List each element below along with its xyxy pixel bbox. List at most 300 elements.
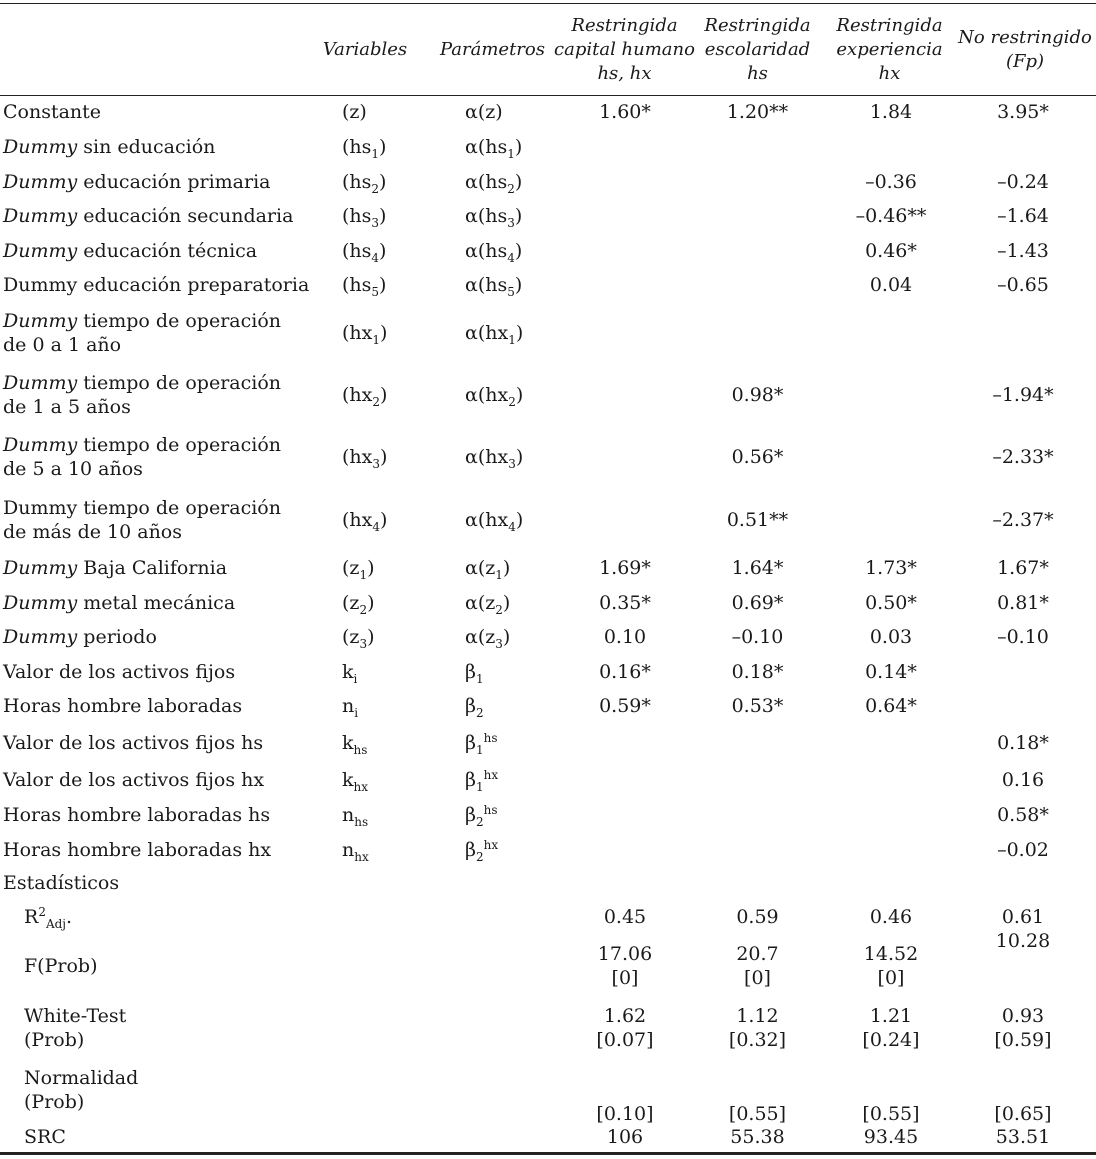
header-col1-text: Restringida capital humano hs, hx (554, 15, 695, 84)
row-parameter (465, 803, 498, 827)
par-subscript: 2 (507, 182, 515, 196)
value-text: 53.51 (995, 1126, 1051, 1148)
row-variable (342, 273, 386, 297)
row-value-col3 (846, 625, 936, 649)
stat-normality-label (24, 1066, 138, 1114)
value-text: 1.73* (865, 557, 917, 579)
par-superscript: hs (483, 803, 498, 817)
value-text: 0.56* (731, 446, 784, 468)
var-subscript: hs (354, 815, 369, 829)
row-value-col4 (978, 508, 1068, 532)
r2-sup: 2 (38, 905, 46, 919)
par-subscript: 1 (475, 672, 484, 686)
par-subscript: 3 (507, 216, 515, 230)
row-label-text: Horas hombre laboradas (3, 695, 243, 717)
row-variable (342, 170, 386, 194)
par-superscript: hx (483, 768, 499, 782)
value-text: 0.69* (731, 592, 784, 614)
var-close: ) (380, 446, 388, 468)
value-text: 0.81* (997, 592, 1049, 614)
row-label-text: periodo (77, 626, 157, 648)
value-text: 0.53* (731, 695, 784, 717)
row-value-col1 (580, 625, 670, 649)
header-variables-text: Variables (322, 39, 408, 60)
row-variable (342, 838, 369, 862)
par-text: β (465, 732, 476, 754)
row-value-col4 (978, 273, 1068, 297)
header-col4 (955, 10, 1095, 90)
row-label (3, 135, 215, 159)
row-value-col2 (710, 591, 805, 615)
value-text: 14.52 (863, 943, 919, 965)
var-close: ) (379, 136, 387, 158)
row-parameter (465, 731, 498, 755)
src-label-text: SRC (24, 1126, 66, 1148)
value-text: –0.10 (731, 626, 784, 648)
row-value-col3 (846, 556, 936, 580)
par-subscript: 4 (507, 251, 515, 265)
row-parameter (465, 445, 523, 469)
par-text: α(hx (465, 322, 509, 344)
row-variable (342, 383, 387, 407)
par-text: α(hs (465, 171, 508, 193)
dummy-word: Dummy (3, 136, 78, 158)
src-value-col4 (978, 1125, 1068, 1149)
row-label (3, 100, 101, 124)
header-parameters-text: Parámetros (439, 39, 545, 60)
value-text: 1.84 (869, 101, 913, 123)
var-close: ) (367, 592, 375, 614)
row-parameter (465, 135, 522, 159)
row-label-text: Valor de los activos fijos (3, 661, 236, 683)
value-text: 1.60* (599, 101, 651, 123)
row-label-text: sin educación (77, 136, 216, 158)
par-close: ) (514, 136, 523, 158)
row-value-col4 (978, 838, 1068, 862)
par-superscript: hx (483, 838, 499, 852)
row-value-col4 (978, 204, 1068, 228)
var-subscript: hx (353, 780, 369, 794)
var-text: n (342, 839, 355, 861)
row-value-col4 (978, 803, 1068, 827)
row-value-col2 (710, 694, 805, 718)
row-label-text: Constante (3, 101, 102, 123)
white-value-col4 (978, 1004, 1068, 1052)
value-text: –0.02 (997, 839, 1049, 861)
row-label (3, 170, 271, 194)
var-text: n (342, 804, 355, 826)
r2-end: . (66, 906, 73, 928)
row-value-col1 (580, 591, 670, 615)
par-close: ) (502, 626, 511, 648)
row-value-col2 (710, 625, 805, 649)
var-subscript: 4 (372, 520, 381, 534)
f-value-col2 (710, 942, 805, 990)
row-label-line2: de más de 10 años (3, 521, 182, 543)
normality-label-text: Normalidad (24, 1067, 139, 1089)
var-text: (hx (342, 322, 373, 344)
row-label (3, 239, 257, 263)
row-value-col2 (710, 660, 805, 684)
dummy-word: Dummy (3, 434, 78, 456)
var-close: ) (380, 384, 388, 406)
par-text: β (465, 695, 476, 717)
var-close: ) (379, 240, 387, 262)
var-close: ) (379, 171, 387, 193)
row-parameter (465, 768, 498, 792)
var-subscript: i (353, 672, 358, 686)
value-text: 1.62 (603, 1005, 647, 1027)
stat-f-label (24, 954, 97, 978)
row-variable (342, 625, 375, 649)
var-text: (z (342, 592, 360, 614)
par-close: ) (502, 592, 511, 614)
row-parameter (465, 170, 522, 194)
row-variable (342, 694, 358, 718)
value-text: 106 (606, 1126, 644, 1148)
header-col2-text: Restringida escolaridad hs (704, 15, 811, 84)
dummy-word: Dummy (3, 240, 78, 262)
value-text: 0.18* (997, 732, 1049, 754)
dummy-word: Dummy (3, 205, 78, 227)
dummy-word: Dummy (3, 626, 78, 648)
row-parameter (465, 591, 510, 615)
prob-text: [0.10] (596, 1103, 654, 1125)
row-value-col4 (978, 591, 1068, 615)
value-text: 1.67* (997, 557, 1049, 579)
header-col2 (700, 10, 815, 90)
par-text: α(hs (465, 136, 508, 158)
r2-value-col3 (846, 905, 936, 929)
value-text: –2.37* (992, 509, 1054, 531)
par-text: α(z) (465, 101, 503, 123)
var-subscript: 1 (359, 568, 368, 582)
value-text: –0.65 (997, 274, 1049, 296)
par-text: α(hx (465, 509, 509, 531)
row-variable (342, 803, 368, 827)
row-value-col3 (846, 694, 936, 718)
par-text: α(hs (465, 274, 508, 296)
par-close: ) (514, 274, 523, 296)
prob-text: [0.59] (994, 1029, 1052, 1051)
value-text: 1.69* (599, 557, 651, 579)
value-text: 1.64* (731, 557, 784, 579)
white-value-col2 (710, 1004, 805, 1052)
var-text: (hs (342, 205, 372, 227)
value-text: 1.20** (726, 101, 789, 123)
par-subscript: 2 (475, 850, 484, 864)
row-value-col4 (978, 625, 1068, 649)
row-label-text: Dummy educación preparatoria (3, 274, 310, 296)
var-subscript: 1 (372, 333, 381, 347)
par-subscript: 2 (495, 603, 503, 617)
var-subscript: 3 (372, 457, 381, 471)
var-subscript: 2 (359, 603, 368, 617)
stats-title (3, 871, 119, 895)
var-subscript: i (354, 706, 359, 720)
row-label (3, 204, 293, 228)
var-close: ) (367, 557, 375, 579)
var-close: ) (380, 509, 388, 531)
row-parameter (465, 273, 522, 297)
bottom-rule (0, 1152, 1096, 1155)
r2-value-col2 (710, 905, 805, 929)
header-col1 (552, 10, 697, 90)
dummy-word: Dummy (3, 592, 78, 614)
row-label-line2: de 1 a 5 años (3, 396, 131, 418)
value-text: 0.46* (865, 240, 917, 262)
prob-text: [0.24] (862, 1029, 920, 1051)
header-rule (0, 95, 1096, 96)
row-label (3, 496, 281, 544)
src-value-col2 (710, 1125, 805, 1149)
prob-text: [0] (744, 967, 771, 989)
par-text: α(hx (465, 446, 509, 468)
par-subscript: 2 (475, 706, 484, 720)
f-value-col3 (846, 942, 936, 990)
prob-text: [0.32] (728, 1029, 787, 1051)
f-label-text: F(Prob) (24, 955, 98, 977)
par-close: ) (515, 384, 524, 406)
prob-text: [0] (611, 967, 639, 989)
value-text: 0.04 (869, 274, 913, 296)
var-text: (hs (342, 240, 372, 262)
value-text: 55.38 (730, 1126, 785, 1148)
row-value-col1 (580, 556, 670, 580)
var-text: k (342, 769, 354, 791)
value-text: 0.35* (599, 592, 651, 614)
row-variable (342, 731, 367, 755)
row-parameter (465, 625, 510, 649)
value-text: 1.21 (869, 1005, 913, 1027)
par-close: ) (514, 205, 523, 227)
par-text: α(z (465, 592, 496, 614)
var-text: k (342, 661, 354, 683)
row-value-col2 (710, 508, 805, 532)
row-value-col4 (978, 383, 1068, 407)
value-text: 93.45 (863, 1126, 919, 1148)
var-subscript: 4 (371, 251, 380, 265)
row-parameter (465, 204, 522, 228)
stat-r2-label (24, 905, 72, 929)
value-text: –0.10 (997, 626, 1049, 648)
row-value-col3 (846, 660, 936, 684)
value-text: –0.46** (855, 205, 927, 227)
row-value-col3 (846, 591, 936, 615)
value-text: –1.94* (992, 384, 1054, 406)
value-text: 0.59* (599, 695, 651, 717)
normality-prob-col4 (978, 1102, 1068, 1126)
prob-text: [0] (877, 967, 905, 989)
value-text: 1.12 (736, 1005, 779, 1027)
row-value-col1 (580, 100, 670, 124)
row-label (3, 371, 281, 419)
prob-text: [0.07] (596, 1029, 654, 1051)
row-label (3, 556, 227, 580)
row-variable (342, 135, 386, 159)
header-variables (310, 10, 420, 90)
row-value-col3 (846, 273, 936, 297)
par-text: β (465, 769, 476, 791)
normality-prob-col2 (710, 1102, 805, 1126)
par-close: ) (514, 171, 523, 193)
row-parameter (465, 838, 498, 862)
row-label-line2: de 0 a 1 año (3, 334, 122, 356)
row-label (3, 660, 235, 684)
var-subscript: hx (354, 850, 369, 864)
var-text: (hx (342, 384, 373, 406)
par-subscript: 1 (475, 780, 484, 794)
dummy-word: Dummy (3, 557, 78, 579)
row-value-col4 (978, 170, 1068, 194)
row-value-col4 (978, 239, 1068, 263)
row-label (3, 433, 281, 481)
par-close: ) (515, 509, 524, 531)
src-value-col3 (846, 1125, 936, 1149)
var-close: ) (380, 322, 388, 344)
value-text: 0.10 (603, 626, 647, 648)
par-subscript: 3 (508, 457, 516, 471)
row-value-col2 (710, 100, 805, 124)
var-text: (z (342, 626, 360, 648)
var-text: (z) (342, 101, 367, 123)
row-label-text: tiempo de operación (77, 310, 281, 332)
var-subscript: 1 (371, 147, 380, 161)
row-label (3, 625, 157, 649)
row-parameter (465, 556, 510, 580)
row-value-col4 (978, 445, 1068, 469)
row-variable (342, 321, 387, 345)
value-text: 0.51** (726, 509, 789, 531)
value-text: –2.33* (992, 446, 1054, 468)
dummy-word: Dummy (3, 310, 78, 332)
r2-main: R (24, 906, 39, 928)
row-label (3, 768, 264, 792)
value-text: 0.45 (603, 906, 647, 928)
var-text: (hs (342, 136, 372, 158)
row-value-col3 (846, 239, 936, 263)
value-text: 0.98* (731, 384, 784, 406)
row-parameter (465, 239, 522, 263)
white-value-col1 (580, 1004, 670, 1052)
r2-value-col1 (580, 905, 670, 929)
prob-text: [0.65] (994, 1103, 1052, 1125)
prob-text: [0.55] (728, 1103, 787, 1125)
var-text: (hs (342, 171, 372, 193)
var-subscript: hs (353, 743, 368, 757)
var-text: (hx (342, 509, 373, 531)
normality-prob-col3 (846, 1102, 936, 1126)
white-label-line2: (Prob) (24, 1029, 85, 1051)
value-text: –1.64 (997, 205, 1049, 227)
row-value-col4 (978, 768, 1068, 792)
par-superscript: hs (483, 731, 498, 745)
row-value-col2 (710, 383, 805, 407)
row-value-col2 (710, 445, 805, 469)
row-parameter (465, 508, 523, 532)
value-text: 0.18* (731, 661, 784, 683)
par-text: α(hs (465, 205, 508, 227)
row-value-col4 (978, 556, 1068, 580)
value-text: 0.46 (869, 906, 913, 928)
par-text: α(z (465, 626, 496, 648)
par-subscript: 1 (507, 147, 515, 161)
row-variable (342, 508, 387, 532)
par-subscript: 1 (508, 333, 516, 347)
row-label-text: tiempo de operación (77, 372, 281, 394)
var-subscript: 5 (371, 285, 380, 299)
row-variable (342, 204, 386, 228)
value-text: 0.61 (1001, 906, 1045, 928)
header-col4-text: No restringido (Fp) (958, 27, 1092, 72)
par-text: α(hx (465, 384, 509, 406)
value-text: 0.93 (1001, 1005, 1045, 1027)
par-subscript: 2 (475, 815, 484, 829)
par-close: ) (515, 446, 524, 468)
top-rule (0, 3, 1096, 4)
row-label-text: educación primaria (77, 171, 271, 193)
var-text: k (342, 732, 354, 754)
row-value-col1 (580, 660, 670, 684)
row-label-text: Valor de los activos fijos hx (3, 769, 265, 791)
row-variable (342, 100, 367, 124)
row-label (3, 838, 271, 862)
white-value-col3 (846, 1004, 936, 1052)
row-parameter (465, 694, 484, 718)
value-text: 0.64* (865, 695, 917, 717)
row-label (3, 273, 309, 297)
row-parameter (465, 100, 503, 124)
row-label-text: Horas hombre laboradas hx (3, 839, 272, 861)
par-text: β (465, 804, 476, 826)
white-label-text: White-Test (24, 1005, 127, 1027)
row-value-col3 (846, 204, 936, 228)
var-subscript: 2 (371, 182, 380, 196)
value-text: 0.16* (599, 661, 651, 683)
par-subscript: 4 (508, 520, 516, 534)
row-variable (342, 239, 386, 263)
par-subscript: 5 (507, 285, 515, 299)
value-text: –0.24 (997, 171, 1049, 193)
value-text: 0.14* (865, 661, 917, 683)
dummy-word: Dummy (3, 372, 78, 394)
row-parameter (465, 383, 523, 407)
par-text: β (465, 661, 476, 683)
stats-title-text: Estadísticos (3, 872, 120, 894)
row-label-line2: de 5 a 10 años (3, 458, 143, 480)
row-label (3, 694, 242, 718)
row-parameter (465, 321, 523, 345)
row-variable (342, 591, 375, 615)
normality-label-line2: (Prob) (24, 1091, 85, 1113)
src-value-col1 (580, 1125, 670, 1149)
par-subscript: 1 (475, 743, 484, 757)
row-variable (342, 768, 368, 792)
row-label-text: Dummy tiempo de operación (3, 497, 281, 519)
row-label-text: metal mecánica (77, 592, 236, 614)
par-close: ) (514, 240, 523, 262)
row-label-text: Baja California (77, 557, 228, 579)
par-subscript: 1 (495, 568, 503, 582)
row-variable (342, 660, 357, 684)
par-text: α(hs (465, 240, 508, 262)
value-text: 0.16 (1001, 769, 1045, 791)
value-text: 0.03 (869, 626, 913, 648)
var-close: ) (367, 626, 375, 648)
var-text: n (342, 695, 355, 717)
row-value-col4 (978, 731, 1068, 755)
par-close: ) (502, 557, 511, 579)
